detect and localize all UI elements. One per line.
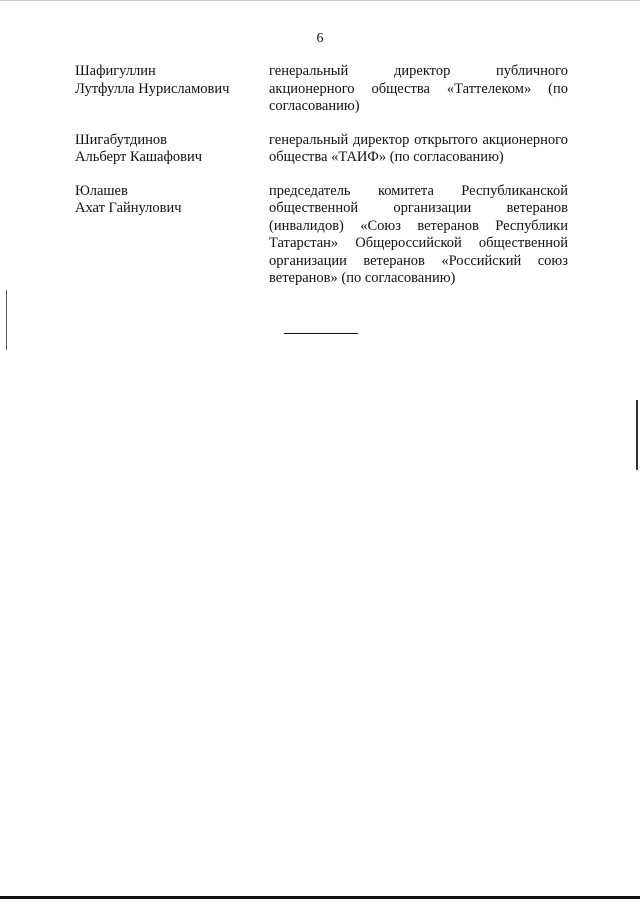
member-name: [75, 63, 269, 116]
end-of-list-rule: [284, 333, 358, 334]
scan-right-mark: [636, 400, 638, 470]
member-name: [75, 183, 269, 288]
member-surname: Шафигуллин: [75, 63, 156, 79]
member-entry: [75, 132, 568, 167]
member-given-names: Альберт Кашафович: [75, 149, 203, 165]
member-list: [75, 63, 568, 304]
member-position: председатель комитета Республиканской общественной организации ветеранов (инвалидов) «Союз ветеранов Республики Татарстан» Общероссийской общественной организации ветеранов «Российский союз ветеранов» (по согласованию): [269, 182, 568, 286]
member-entry: [75, 63, 568, 116]
page-number: 6: [316, 31, 324, 46]
member-entry: [75, 183, 568, 288]
member-position: генеральный директор открытого акционерного общества «ТАИФ» (по согласованию): [269, 131, 568, 165]
member-surname: Юлашев: [75, 182, 128, 199]
member-given-names: Лутфулла Нурисламович: [75, 80, 230, 97]
member-given-names: Ахат Гайнулович: [75, 200, 182, 216]
member-name: [75, 132, 269, 167]
member-surname: Шигабутдинов: [75, 131, 167, 148]
member-position: генеральный директор публичного акционерного общества «Таттелеком» (по согласованию): [269, 63, 568, 114]
scan-top-edge: [0, 0, 640, 1]
scan-bottom-edge: [0, 896, 640, 899]
scan-left-mark: [6, 290, 7, 350]
